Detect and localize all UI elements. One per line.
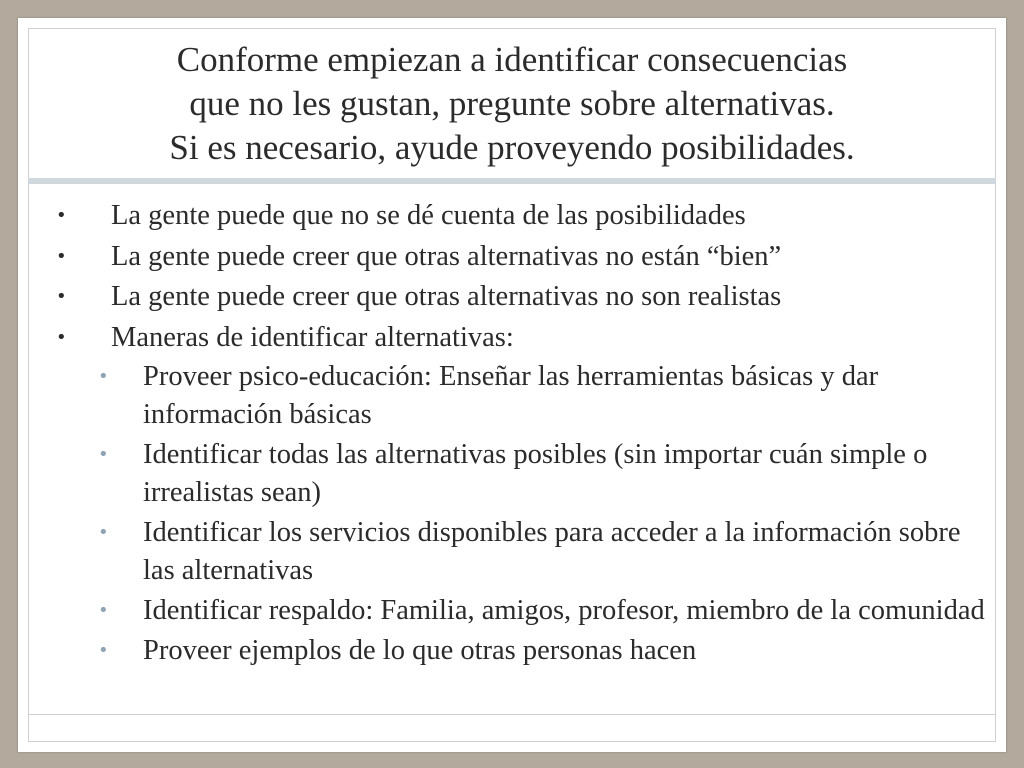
title-line-2: que no les gustan, pregunte sobre alternativas. <box>189 84 835 123</box>
title-line-1: Conforme empiezan a identificar consecuencias <box>176 40 848 79</box>
slide-title <box>18 38 1006 170</box>
sub-bullet-marker: • <box>98 640 109 661</box>
bullet-item <box>40 237 986 278</box>
title-divider <box>28 178 996 184</box>
sub-bullet-marker: • <box>98 444 109 465</box>
bullet-text: La gente puede creer que otras alternativas no están “bien” <box>111 240 782 272</box>
sub-bullet-item <box>40 436 986 512</box>
sub-bullet-marker: • <box>98 522 109 543</box>
sub-bullet-text: Proveer psico-educación: Enseñar las herramientas básicas y dar información básicas <box>143 361 879 430</box>
title-line-3: Si es necesario, ayude proveyendo posibilidades. <box>169 128 855 167</box>
bullet-item <box>40 277 986 318</box>
sub-bullet-item <box>40 592 986 630</box>
slide <box>18 18 1006 752</box>
sub-bullet-item <box>40 514 986 590</box>
bullet-marker: • <box>56 286 67 307</box>
bullet-text: La gente puede creer que otras alternativas no son realistas <box>111 281 782 312</box>
sub-bullet-text: Identificar respaldo: Familia, amigos, profesor, miembro de la comunidad <box>143 595 985 626</box>
sub-bullet-text: Identificar los servicios disponibles para acceder a la información sobre las alternativas <box>143 517 961 586</box>
sub-bullet-text: Identificar todas las alternativas posibles (sin importar cuán simple o irrealistas sean) <box>143 439 928 508</box>
sub-bullet-marker: • <box>98 600 109 621</box>
bullet-marker: • <box>56 245 67 267</box>
bullet-marker: • <box>56 326 67 348</box>
bullet-text: La gente puede que no se dé cuenta de las posibilidades <box>111 200 746 231</box>
bullet-marker: • <box>56 205 67 226</box>
sub-bullet-item <box>40 358 986 434</box>
bottom-divider <box>28 714 996 715</box>
bullet-item <box>40 318 986 359</box>
bullet-list <box>40 196 986 672</box>
sub-bullet-item <box>40 632 986 670</box>
sub-bullet-text: Proveer ejemplos de lo que otras personas hacen <box>143 635 697 666</box>
sub-bullet-marker: • <box>98 366 109 387</box>
bullet-item <box>40 196 986 237</box>
bullet-text: Maneras de identificar alternativas: <box>111 321 514 353</box>
